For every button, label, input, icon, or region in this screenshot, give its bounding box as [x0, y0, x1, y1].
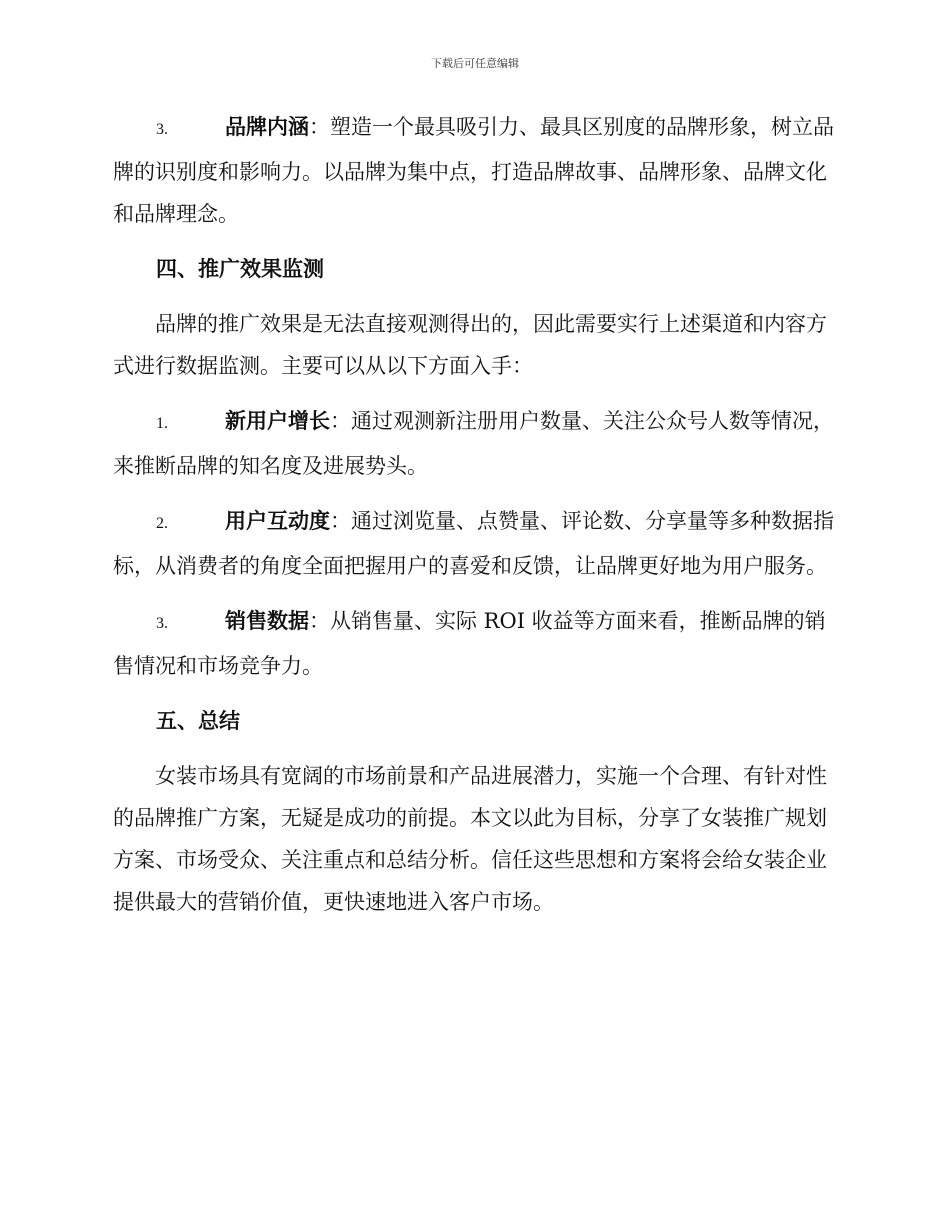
list-text: ：通过观测新注册用户数量、关注公众号人数等情况，来推断品牌的知名度及进展势头。 [113, 409, 834, 478]
section-heading-monitoring: 四、推广效果监测 [156, 257, 324, 281]
list-term: 用户互动度 [225, 509, 330, 533]
list-item-sales-data [113, 600, 838, 687]
paragraph-summary: 女装市场具有宽阔的市场前景和产品进展潜力，实施一个合理、有针对性的品牌推广方案，无疑是成功的前提。本文以此为目标，分享了女装推广规划方案、市场受众、关注重点和总结分析。信任这些思想和方案将会给女装企业提供最大的营销价值，更快速地进入客户市场。 [113, 764, 827, 914]
list-item-brand-connotation [113, 106, 838, 235]
list-term: 新用户增长 [225, 409, 330, 433]
paragraph-monitoring-intro: 品牌的推广效果是无法直接观测得出的，因此需要实行上述渠道和内容方式进行数据监测。主要可以从以下方面入手： [113, 312, 827, 378]
list-term: 品牌内涵 [225, 115, 309, 139]
document-body [113, 106, 838, 936]
list-term: 销售数据 [225, 609, 309, 633]
list-item-new-users [113, 400, 838, 487]
list-number: 3. [156, 615, 168, 632]
list-item-user-engagement [113, 500, 838, 587]
list-text: ：从销售量、实际 ROI 收益等方面来看，推断品牌的销售情况和市场竞争力。 [113, 609, 826, 678]
list-text: ：塑造一个最具吸引力、最具区别度的品牌形象，树立品牌的识别度和影响力。以品牌为集中点，打造品牌故事、品牌形象、品牌文化和品牌理念。 [113, 115, 834, 226]
list-number: 2. [156, 515, 168, 532]
list-number: 3. [156, 121, 168, 138]
section-heading-summary: 五、总结 [156, 709, 240, 733]
list-number: 1. [156, 415, 168, 432]
header-note: 下载后可任意编辑 [431, 57, 519, 70]
list-text: ：通过浏览量、点赞量、评论数、分享量等多种数据指标，从消费者的角度全面把握用户的喜爱和反馈，让品牌更好地为用户服务。 [113, 509, 834, 578]
